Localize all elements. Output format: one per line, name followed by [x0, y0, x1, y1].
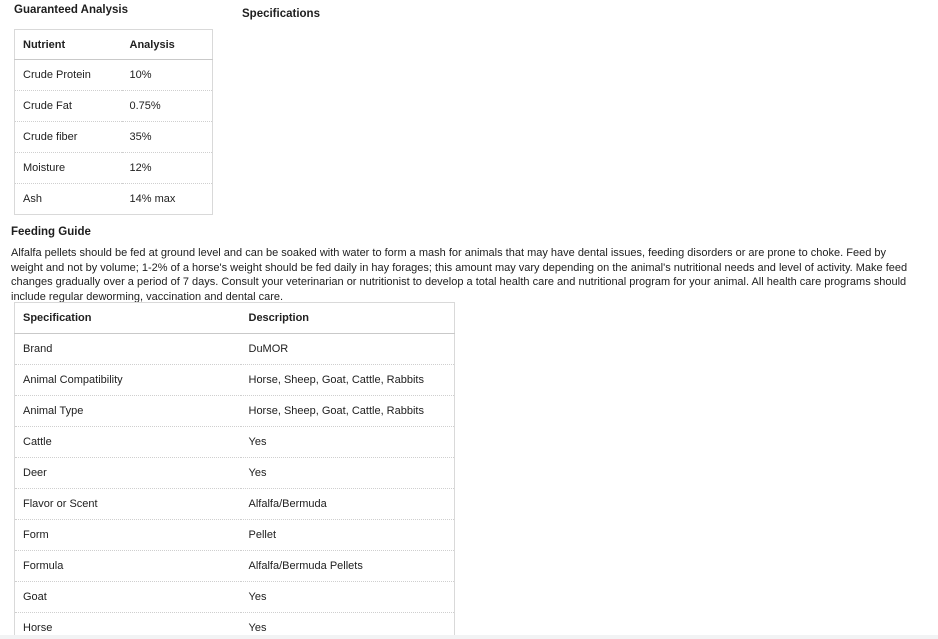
column-header-analysis: Analysis — [122, 30, 213, 60]
guaranteed-analysis-table — [14, 29, 213, 215]
table-row — [15, 551, 455, 582]
table-row — [15, 427, 455, 458]
table-cell: Animal Type — [15, 396, 241, 427]
table-cell: Pellet — [241, 520, 455, 551]
table-cell: 0.75% — [122, 91, 213, 122]
table-row — [15, 396, 455, 427]
table-cell: Cattle — [15, 427, 241, 458]
column-header-specification: Specification — [15, 303, 241, 334]
table-cell: Crude fiber — [15, 122, 122, 153]
table-row — [15, 365, 455, 396]
table-cell: Yes — [241, 582, 455, 613]
table-cell: Horse, Sheep, Goat, Cattle, Rabbits — [241, 365, 455, 396]
table-row — [15, 582, 455, 613]
table-cell: Crude Protein — [23, 69, 91, 81]
table-cell: Crude Fat — [15, 91, 122, 122]
table-cell: Deer — [15, 458, 241, 489]
feeding-guide-text: Alfalfa pellets should be fed at ground level and can be soaked with water to form a mash for animals that may have dental issues, feeding disorders or are prone to choke. Feed by weight and not by volume; 1-2% of a horse's weight should be fed daily in hay forages; this amount may vary depending on the animal's nutritional needs and level of activity. Make feed changes gradually over a period of 7 days. Consult your veterinarian or nutritionist to develop a total health care and nutritional program for your animal. All health care programs should include regular deworming, vaccination and dental care. — [11, 247, 908, 303]
table-cell: Flavor or Scent — [15, 489, 241, 520]
column-header-nutrient: Nutrient — [15, 30, 122, 60]
table-row — [15, 520, 455, 551]
table-cell: Yes — [241, 613, 455, 639]
bottom-divider — [0, 635, 938, 639]
feeding-guide-heading: Feeding Guide — [11, 226, 91, 238]
table-row — [15, 489, 455, 520]
table-cell: Animal Compatibility — [15, 365, 241, 396]
table-cell: 14% max — [122, 184, 213, 215]
table-cell: Formula — [15, 551, 241, 582]
table-cell: Goat — [15, 582, 241, 613]
table-cell: Brand — [23, 343, 53, 355]
table-cell: Form — [15, 520, 241, 551]
table-cell: 10% — [129, 69, 152, 81]
table-cell: 35% — [122, 122, 213, 153]
table-header-row — [15, 303, 455, 334]
table-cell: Yes — [241, 458, 455, 489]
table-cell: Horse, Sheep, Goat, Cattle, Rabbits — [241, 396, 455, 427]
table-cell: DuMOR — [248, 343, 289, 355]
column-header-description: Description — [241, 303, 455, 334]
table-cell: Alfalfa/Bermuda Pellets — [241, 551, 455, 582]
table-cell: Horse — [15, 613, 241, 639]
table-cell: Alfalfa/Bermuda — [241, 489, 455, 520]
specifications-heading: Specifications — [242, 8, 320, 20]
table-header-row — [15, 30, 213, 60]
table-row — [15, 334, 455, 365]
table-cell: Yes — [241, 427, 455, 458]
table-row — [15, 60, 213, 91]
table-row — [15, 458, 455, 489]
guaranteed-analysis-heading: Guaranteed Analysis — [14, 4, 128, 16]
table-cell: Moisture — [15, 153, 122, 184]
table-row — [15, 153, 213, 184]
table-row — [15, 184, 213, 215]
specifications-table — [14, 302, 455, 639]
table-cell: 12% — [122, 153, 213, 184]
table-row — [15, 122, 213, 153]
table-cell: Ash — [15, 184, 122, 215]
table-row — [15, 91, 213, 122]
